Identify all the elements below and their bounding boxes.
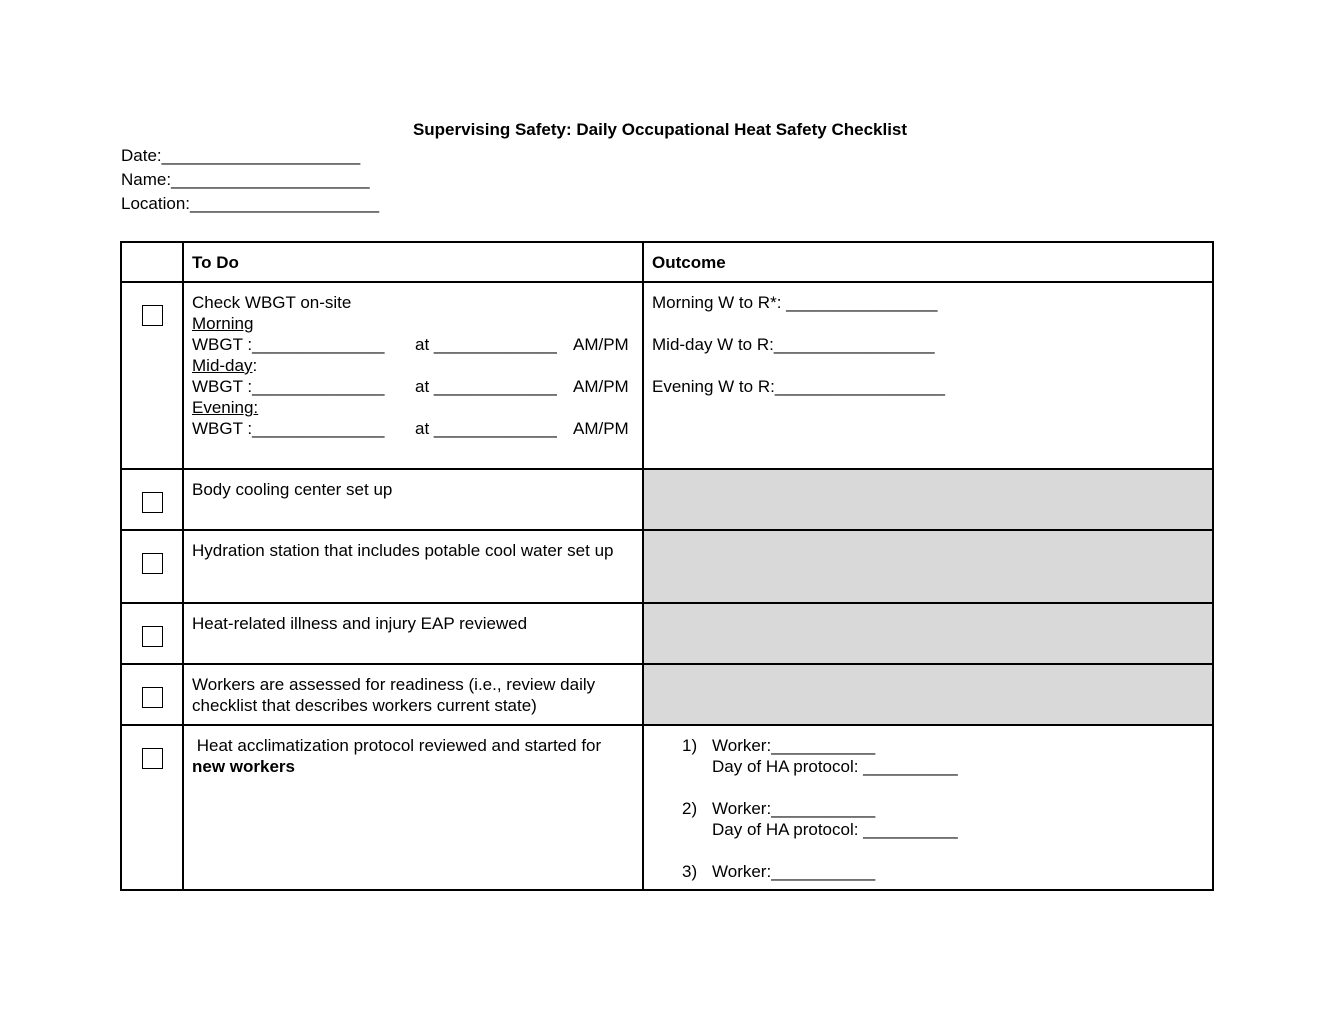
checkbox[interactable] xyxy=(142,305,163,326)
ampm-label: AM/PM xyxy=(573,377,629,396)
list-item: 1) Worker:___________ xyxy=(682,736,876,755)
midday-wbgt-entry[interactable] xyxy=(192,376,634,397)
checkbox-cell xyxy=(121,469,183,530)
time-field[interactable]: at _____________ xyxy=(415,377,557,396)
todo-cell xyxy=(183,603,643,664)
todo-cell xyxy=(183,725,643,890)
worker-list xyxy=(644,726,1212,882)
table-row xyxy=(121,282,1213,469)
checkbox[interactable] xyxy=(142,748,163,769)
todo-cell xyxy=(183,282,643,469)
morning-label: Morning xyxy=(192,314,254,333)
checkbox-cell xyxy=(121,530,183,603)
outcome-cell-shaded xyxy=(643,664,1213,725)
outcome-cell xyxy=(643,282,1213,469)
table-row xyxy=(121,725,1213,890)
checkbox-header xyxy=(121,242,183,282)
location-field[interactable]: Location:____________________ xyxy=(121,194,380,213)
midday-colon: : xyxy=(252,356,258,375)
checkbox-cell xyxy=(121,664,183,725)
outcome-cell-shaded xyxy=(643,469,1213,530)
table-row xyxy=(121,664,1213,725)
checkbox[interactable] xyxy=(142,626,163,647)
todo-header: To Do xyxy=(183,242,643,282)
ha-day-field[interactable]: Day of HA protocol: __________ xyxy=(712,757,958,776)
outcome-cell-shaded xyxy=(643,530,1213,603)
wbgt-field[interactable]: WBGT :______________ xyxy=(192,335,385,354)
morning-wbgt-entry[interactable] xyxy=(192,334,634,355)
new-workers-emphasis: new workers xyxy=(192,757,295,776)
todo-text: Heat-related illness and injury EAP reviewed xyxy=(192,614,528,633)
header-row xyxy=(121,242,1213,282)
checkbox-cell xyxy=(121,603,183,664)
time-field[interactable]: at _____________ xyxy=(415,335,557,354)
midday-outcome-field[interactable]: Mid-day W to R:_________________ xyxy=(652,335,935,354)
todo-cell xyxy=(183,664,643,725)
outcome-header: Outcome xyxy=(643,242,1213,282)
todo-cell xyxy=(183,530,643,603)
midday-label-line xyxy=(192,355,634,376)
document-title: Supervising Safety: Daily Occupational Heat Safety Checklist xyxy=(412,120,908,139)
midday-label: Mid-day xyxy=(192,356,253,375)
checkbox[interactable] xyxy=(142,553,163,574)
time-field[interactable]: at _____________ xyxy=(415,419,557,438)
evening-label: Evening: xyxy=(192,398,259,417)
name-field[interactable]: Name:_____________________ xyxy=(121,170,370,189)
todo-text: Body cooling center set up xyxy=(192,480,393,499)
outcome-cell-shaded xyxy=(643,603,1213,664)
table-row xyxy=(121,603,1213,664)
ha-day-field[interactable]: Day of HA protocol: __________ xyxy=(712,820,958,839)
todo-text: Workers are assessed for readiness (i.e., review daily checklist that describes workers current state) xyxy=(192,675,596,715)
checklist-table xyxy=(120,241,1214,891)
wbgt-field[interactable]: WBGT :______________ xyxy=(192,419,385,438)
morning-outcome-field[interactable]: Morning W to R*: ________________ xyxy=(652,293,938,312)
checkbox-cell xyxy=(121,282,183,469)
table-row xyxy=(121,530,1213,603)
todo-text: Hydration station that includes potable cool water set up xyxy=(192,541,614,560)
todo-cell xyxy=(183,469,643,530)
date-field[interactable]: Date:_____________________ xyxy=(121,146,361,165)
worker-field[interactable]: Worker:___________ xyxy=(712,799,876,818)
worker-field[interactable]: Worker:___________ xyxy=(712,862,876,881)
ampm-label: AM/PM xyxy=(573,419,629,438)
evening-outcome-field[interactable]: Evening W to R:__________________ xyxy=(652,377,946,396)
wbgt-title: Check WBGT on-site xyxy=(192,293,352,312)
todo-text: Heat acclimatization protocol reviewed and started for new workers xyxy=(192,736,606,776)
list-item: 2) Worker:___________ xyxy=(682,799,876,818)
list-item: 3) Worker:___________ xyxy=(682,862,876,881)
checkbox[interactable] xyxy=(142,492,163,513)
worker-field[interactable]: Worker:___________ xyxy=(712,736,876,755)
checkbox[interactable] xyxy=(142,687,163,708)
table-row xyxy=(121,469,1213,530)
evening-wbgt-entry[interactable] xyxy=(192,418,634,439)
checkbox-cell xyxy=(121,725,183,890)
outcome-cell xyxy=(643,725,1213,890)
wbgt-field[interactable]: WBGT :______________ xyxy=(192,377,385,396)
ampm-label: AM/PM xyxy=(573,335,629,354)
